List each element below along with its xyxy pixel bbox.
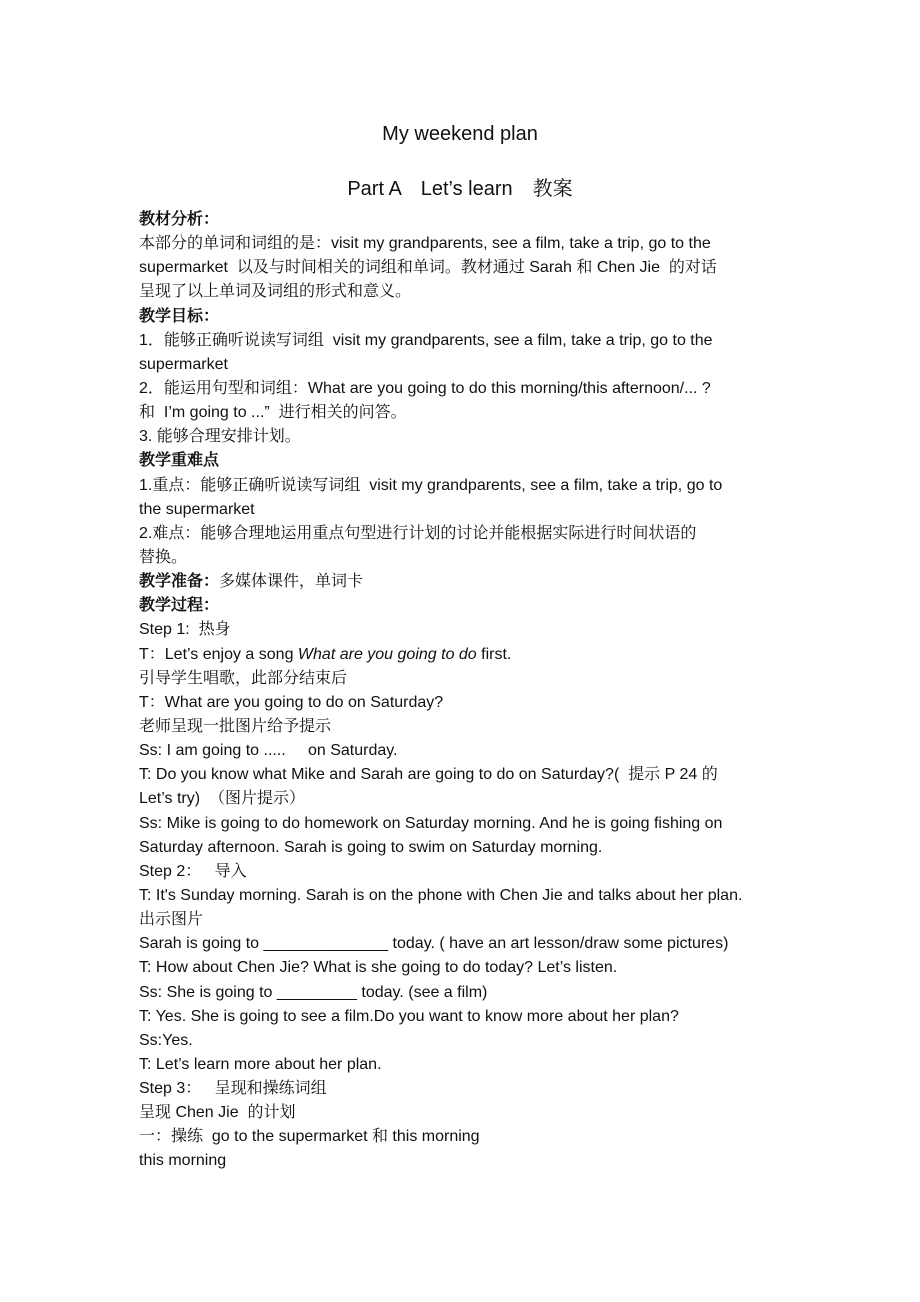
text-line bbox=[139, 763, 789, 787]
text-line bbox=[139, 425, 789, 449]
text-segment: 出示图片 bbox=[139, 911, 204, 929]
text-line bbox=[139, 353, 789, 377]
text-segment: 教学重难点 bbox=[139, 452, 220, 470]
text-line bbox=[139, 667, 789, 691]
section-heading bbox=[139, 449, 789, 473]
text-line bbox=[139, 256, 789, 280]
text-line bbox=[139, 618, 789, 642]
text-line bbox=[139, 377, 789, 401]
text-segment: 1.重点：能够正确听说读写词组 visit my grandparents, see a film, take a trip, go to bbox=[139, 476, 723, 494]
text-segment: Ss: Mike is going to do homework on Saturday morning. And he is going fishing on bbox=[139, 814, 723, 832]
text-segment: the supermarket bbox=[139, 500, 255, 518]
text-line bbox=[139, 715, 789, 739]
text-segment: Step 3： 呈现和操练词组 bbox=[139, 1080, 327, 1098]
text-segment: supermarket bbox=[139, 355, 228, 373]
text-segment: Ss: She is going to _________ today. (see a film) bbox=[139, 983, 488, 1001]
text-segment: 替换。 bbox=[139, 548, 188, 566]
text-line bbox=[139, 1053, 789, 1077]
text-segment: 老师呈现一批图片给予提示 bbox=[139, 717, 332, 735]
text-segment: Let’s try) （图片提示） bbox=[139, 790, 305, 808]
text-line bbox=[139, 787, 789, 811]
text-segment: 呈现了以上单词及词组的形式和意义。 bbox=[139, 283, 412, 301]
text-segment: this morning bbox=[139, 1152, 227, 1170]
text-segment: 1．能够正确听说读写词组 visit my grandparents, see a film, take a trip, go to the bbox=[139, 331, 713, 349]
text-segment: Sarah is going to ______________ today. ( have an art lesson/draw some pictures) bbox=[139, 935, 729, 953]
text-segment: T：Let’s enjoy a song bbox=[139, 645, 298, 663]
text-line bbox=[139, 546, 789, 570]
text-segment: T: Do you know what Mike and Sarah are going to do on Saturday?( 提示 P 24 的 bbox=[139, 766, 718, 784]
text-line bbox=[139, 401, 789, 425]
text-segment: T: Let’s learn more about her plan. bbox=[139, 1055, 382, 1073]
text-segment: 教材分析： bbox=[139, 211, 220, 228]
text-segment: T: How about Chen Jie? What is she going to do today? Let’s listen. bbox=[139, 959, 618, 977]
text-line bbox=[139, 691, 789, 715]
text-line bbox=[139, 1101, 789, 1125]
text-line bbox=[139, 1029, 789, 1053]
text-segment: supermarket 以及与时间相关的词组和单词。教材通过 Sarah 和 Chen Jie 的对话 bbox=[139, 259, 717, 277]
text-line bbox=[139, 860, 789, 884]
text-segment: first. bbox=[476, 645, 512, 663]
text-line bbox=[139, 908, 789, 932]
section-heading bbox=[139, 305, 789, 329]
text-line bbox=[139, 522, 789, 546]
text-line bbox=[139, 232, 789, 256]
text-segment: 呈现 Chen Jie 的计划 bbox=[139, 1104, 296, 1122]
text-line bbox=[139, 474, 789, 498]
text-line bbox=[139, 836, 789, 860]
text-line bbox=[139, 280, 789, 304]
text-segment: 教学过程： bbox=[139, 597, 220, 615]
text-line bbox=[139, 956, 789, 980]
text-line bbox=[139, 812, 789, 836]
text-segment: 和 I’m going to ...” 进行相关的问答。 bbox=[139, 404, 407, 422]
text-segment: 2.难点：能够合理地运用重点句型进行计划的讨论并能根据实际进行时间状语的 bbox=[139, 524, 697, 542]
text-segment: Step 1: 热身 bbox=[139, 621, 231, 639]
text-line bbox=[139, 739, 789, 763]
text-line bbox=[139, 1077, 789, 1101]
text-segment: 3. 能够合理安排计划。 bbox=[139, 428, 301, 446]
text-line bbox=[139, 570, 789, 594]
text-segment: 引导学生唱歌，此部分结束后 bbox=[139, 669, 348, 687]
text-segment: 本部分的单词和词组的是：visit my grandparents, see a film, take a trip, go to the bbox=[139, 235, 711, 253]
text-segment: T: Yes. She is going to see a film.Do you want to know more about her plan? bbox=[139, 1007, 679, 1025]
text-segment: What are you going to do bbox=[297, 645, 477, 663]
document-body bbox=[139, 208, 789, 1174]
text-line bbox=[139, 981, 789, 1005]
text-segment: 教学目标： bbox=[139, 307, 220, 325]
text-line bbox=[139, 884, 789, 908]
text-segment: T: It's Sunday morning. Sarah is on the phone with Chen Jie and talks about her plan. bbox=[139, 886, 743, 904]
text-segment: 教学准备： bbox=[139, 573, 220, 591]
text-segment: T：What are you going to do on Saturday? bbox=[139, 693, 444, 711]
text-line bbox=[139, 1005, 789, 1029]
text-line bbox=[139, 329, 789, 353]
text-line bbox=[139, 498, 789, 522]
text-segment: Saturday afternoon. Sarah is going to swim on Saturday morning. bbox=[139, 838, 603, 856]
text-segment: Step 2： 导入 bbox=[139, 862, 247, 880]
text-segment: 一：操练 go to the supermarket 和 this morning bbox=[139, 1128, 480, 1146]
text-segment: 2．能运用句型和词组：What are you going to do this morning/this afternoon/... ? bbox=[139, 379, 711, 397]
text-segment: 多媒体课件，单词卡 bbox=[219, 573, 364, 591]
document-title: My weekend plan bbox=[382, 123, 538, 145]
text-segment: Ss:Yes. bbox=[139, 1031, 193, 1049]
text-line bbox=[139, 1125, 789, 1149]
text-segment: Ss: I am going to ..... on Saturday. bbox=[139, 742, 398, 760]
document-subtitle: Part A Let’s learn 教案 bbox=[347, 178, 573, 200]
text-line bbox=[139, 643, 789, 667]
section-heading bbox=[139, 208, 789, 232]
text-line bbox=[139, 1149, 789, 1173]
text-line bbox=[139, 932, 789, 956]
section-heading bbox=[139, 594, 789, 618]
